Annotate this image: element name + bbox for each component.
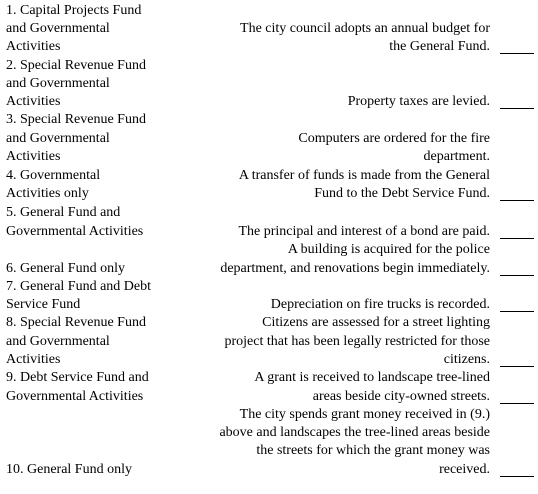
transaction-3-line-1: Computers are ordered for the fire — [298, 131, 490, 146]
transaction-8-line-1: Citizens are assessed for a street lighting — [262, 315, 490, 330]
option-7-line-1: 7. General Fund and Debt — [6, 279, 152, 294]
transaction-1-line-2: the General Fund. — [389, 39, 490, 54]
option-8-line-3: Activities — [6, 352, 61, 367]
transaction-2-line-1: Property taxes are levied. — [347, 94, 490, 109]
transaction-10-line-3: the streets for which the grant money was — [256, 443, 490, 458]
transaction-10-line-2: above and landscapes the tree-lined areas beside — [219, 425, 490, 440]
transaction-10-line-4: received. — [439, 462, 490, 477]
answer-blank-5[interactable] — [500, 238, 534, 239]
transaction-6-line-1: A building is acquired for the police — [287, 242, 490, 257]
answer-blank-9[interactable] — [500, 403, 534, 404]
transaction-5-line-1: The principal and interest of a bond are paid. — [238, 224, 490, 239]
option-1-line-3: Activities — [6, 39, 61, 54]
answer-blank-6[interactable] — [500, 275, 534, 276]
option-1-line-1: 1. Capital Projects Fund — [6, 3, 142, 18]
transaction-8-line-2: project that has been legally restricted for those — [224, 334, 490, 349]
option-9-line-1: 9. Debt Service Fund and — [6, 370, 149, 385]
option-4-line-1: 4. Governmental — [6, 168, 101, 183]
transaction-3-line-2: department. — [423, 149, 490, 164]
answer-blank-4[interactable] — [500, 200, 534, 201]
option-5-line-1: 5. General Fund and — [6, 205, 121, 220]
transaction-8-line-3: citizens. — [443, 352, 490, 367]
transaction-4-line-2: Fund to the Debt Service Fund. — [314, 186, 490, 201]
option-3-line-3: Activities — [6, 149, 61, 164]
option-1-line-2: and Governmental — [6, 21, 110, 36]
option-6-line-1: 6. General Fund only — [6, 261, 125, 276]
transaction-6-line-2: department, and renovations begin immediately. — [220, 261, 490, 276]
option-5-line-2: Governmental Activities — [6, 224, 144, 239]
answer-blank-7[interactable] — [500, 311, 534, 312]
option-8-line-1: 8. Special Revenue Fund — [6, 315, 146, 330]
transaction-9-line-1: A grant is received to landscape tree-lined — [254, 370, 490, 385]
answer-blank-10[interactable] — [500, 476, 534, 477]
option-9-line-2: Governmental Activities — [6, 389, 144, 404]
option-3-line-2: and Governmental — [6, 131, 110, 146]
answer-blank-2[interactable] — [500, 108, 534, 109]
transaction-10-line-1: The city spends grant money received in (9.) — [239, 407, 490, 422]
option-2-line-1: 2. Special Revenue Fund — [6, 58, 146, 73]
option-2-line-2: and Governmental — [6, 76, 110, 91]
option-4-line-2: Activities only — [6, 186, 89, 201]
transaction-1-line-1: The city council adopts an annual budget for — [240, 21, 490, 36]
answer-blank-1[interactable] — [500, 53, 534, 54]
transaction-4-line-1: A transfer of funds is made from the General — [238, 168, 490, 183]
transaction-9-line-2: areas beside city-owned streets. — [312, 389, 490, 404]
answer-blank-8[interactable] — [500, 366, 534, 367]
transaction-7-line-1: Depreciation on fire trucks is recorded. — [270, 297, 490, 312]
option-7-line-2: Service Fund — [6, 297, 81, 312]
option-3-line-1: 3. Special Revenue Fund — [6, 112, 146, 127]
option-10-line-1: 10. General Fund only — [6, 462, 132, 477]
option-2-line-3: Activities — [6, 94, 61, 109]
option-8-line-2: and Governmental — [6, 334, 110, 349]
